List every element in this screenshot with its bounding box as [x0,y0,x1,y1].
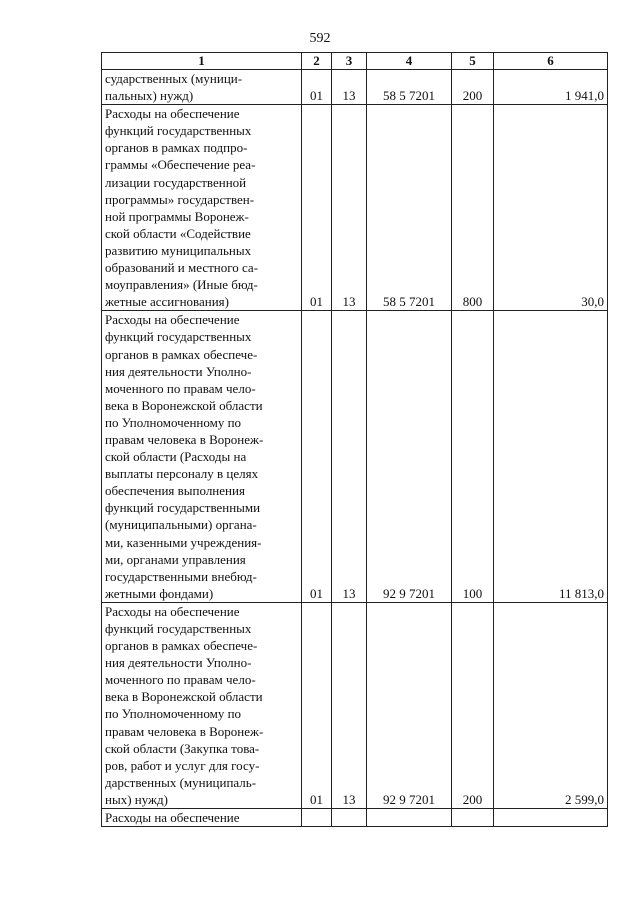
row-section: 01 [302,70,332,105]
row-subsection: 13 [332,602,367,808]
row-amount: 11 813,0 [494,311,608,603]
column-header-expense-type: 5 [452,53,494,70]
column-header-section: 2 [302,53,332,70]
row-section [302,809,332,827]
row-description: Расходы на обеспечение функций государственных органов в рамках обеспече- ния деятельности Уполно- моченного по правам чело- века в Воронежской области по Уполномоченному по правам человека в Воронеж- ской области (Закупка това- ров, работ и услуг для госу- дарственных (муниципаль- ных) нужд) [102,602,302,808]
row-subsection: 13 [332,105,367,311]
table-row [102,105,608,311]
row-expense-type: 800 [452,105,494,311]
table-row [102,809,608,827]
row-description: Расходы на обеспечение функций государственных органов в рамках подпро- граммы «Обеспечение реа- лизации государственной программы» государствен- ной программы Воронеж- ской области «Содействие развитию муниципальных образований и местного са- моуправления» (Иные бюд- жетные ассигнования) [102,105,302,311]
row-expense-type [452,809,494,827]
row-subsection: 13 [332,70,367,105]
page-number: 592 [309,31,331,46]
row-target-article: 58 5 7201 [367,105,452,311]
row-target-article: 92 9 7201 [367,602,452,808]
row-section: 01 [302,105,332,311]
row-description: сударственных (муници- пальных) нужд) [102,70,302,105]
table-header-row [102,53,608,70]
row-expense-type: 200 [452,602,494,808]
column-header-target-article: 4 [367,53,452,70]
row-amount: 2 599,0 [494,602,608,808]
row-description: Расходы на обеспечение функций государственных органов в рамках обеспече- ния деятельности Уполно- моченного по правам чело- века в Воронежской области по Уполномоченному по правам человека в Воронеж- ской области (Расходы на выплаты персоналу в целях обеспечения выполнения функций государственными (муниципальными) органа- ми, казенными учреждения- ми, органами управления государственными внебюд- жетными фондами) [102,311,302,603]
row-target-article: 58 5 7201 [367,70,452,105]
row-amount [494,809,608,827]
row-expense-type: 100 [452,311,494,603]
row-description: Расходы на обеспечение [102,809,302,827]
column-header-subsection: 3 [332,53,367,70]
row-subsection: 13 [332,311,367,603]
column-header-amount: 6 [494,53,608,70]
row-amount: 30,0 [494,105,608,311]
row-section: 01 [302,311,332,603]
table-row [102,70,608,105]
budget-table [101,52,608,827]
row-expense-type: 200 [452,70,494,105]
row-target-article [367,809,452,827]
table-row [102,311,608,603]
column-header-description: 1 [102,53,302,70]
row-amount: 1 941,0 [494,70,608,105]
row-section: 01 [302,602,332,808]
row-target-article: 92 9 7201 [367,311,452,603]
row-subsection [332,809,367,827]
table-row [102,602,608,808]
